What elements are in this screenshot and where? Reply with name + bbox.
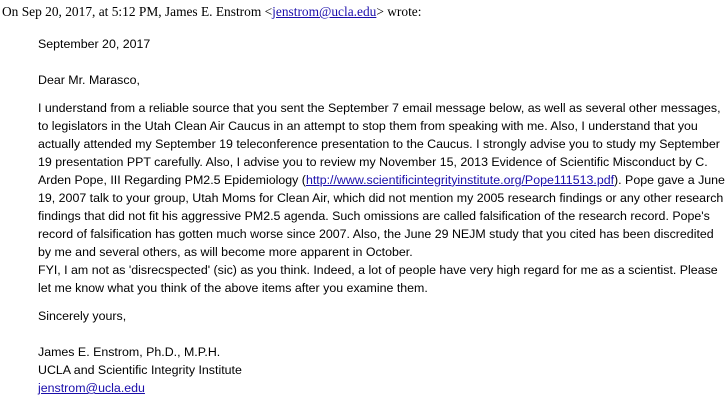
- pope-evidence-pdf-link[interactable]: http://www.scientificintegrityinstitute.org/Pope111513.pdf: [305, 172, 615, 187]
- paragraph-1-text-a: I understand from a reliable source that you sent the September 7 email message below, as well as several other messages, to legislators in the Utah Clean Air Caucus in an attempt to stop them from speaking with me. Also, I understand that you actually attended my September 19 teleconference presentation to the Caucus. I strongly advise you to study my September 19 presentation PPT carefully. Also, I advise you to review my November 15, 2013 Evidence of Scientific Misconduct by C. Arden Pope, III Regarding PM2.5 Epidemiology (: [38, 101, 721, 187]
- signature-name: James E. Enstrom, Ph.D., M.P.H.: [38, 345, 221, 359]
- letter-salutation: Dear Mr. Marasco,: [38, 73, 140, 87]
- paragraph-1-text-b: ). Pope gave a June 19, 2007 talk to your group, Utah Moms for Clean Air, which did not mention my 2005 research findings or any other research findings that did not fit his aggressive PM2.5 agenda. Such omissions are called falsification of the research record. Pope's record of falsification has gotten much worse since 2007. Also, the June 29 NEJM study that you cited has been discredited by me and several others, as will become more apparent in October.: [38, 172, 725, 259]
- attribution-prefix: On Sep 20, 2017, at 5:12 PM, James E. Enstrom <: [2, 4, 273, 19]
- letter-date: September 20, 2017: [38, 37, 151, 51]
- letter-body: [38, 100, 728, 297]
- signature-organization: UCLA and Scientific Integrity Institute: [38, 363, 242, 377]
- letter-paragraph-1: [38, 100, 728, 262]
- quote-attribution-header: [2, 4, 421, 20]
- letter-paragraph-2: FYI, I am not as 'disrecspected' (sic) as you think. Indeed, a lot of people have very high regard for me as a scientist. Please let me know what you think of the above items after you examine them.: [38, 262, 718, 295]
- attribution-suffix: > wrote:: [376, 4, 422, 19]
- signature-email-link[interactable]: jenstrom@ucla.edu: [38, 381, 145, 395]
- letter-closing: Sincerely yours,: [38, 309, 127, 323]
- sender-email-link[interactable]: jenstrom@ucla.edu: [272, 4, 377, 19]
